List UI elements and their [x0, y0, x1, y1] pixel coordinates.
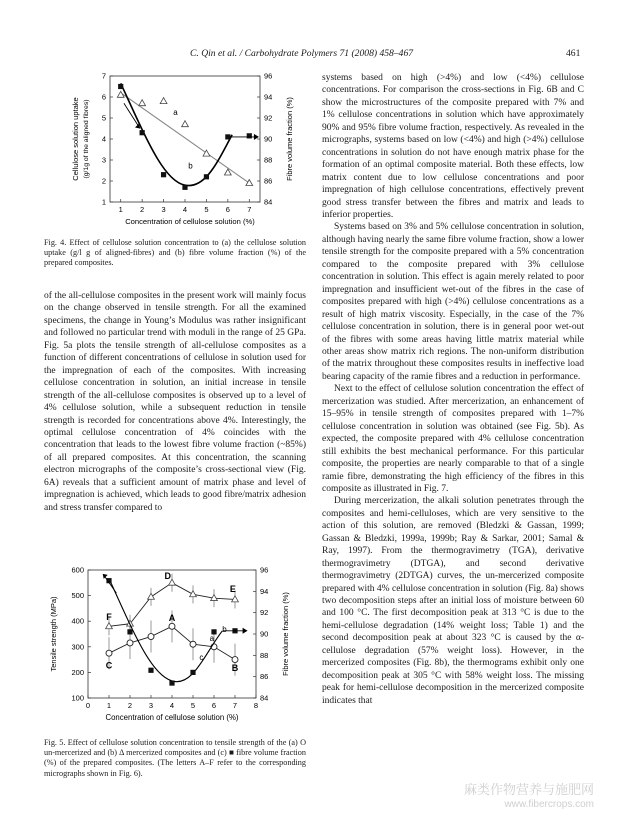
x-tick-label: 4 — [182, 205, 188, 214]
x-tick-label: 1 — [106, 701, 112, 710]
series-a-point — [160, 98, 167, 104]
y2-tick-label: 94 — [264, 92, 273, 102]
x-tick-label: 1 — [118, 205, 123, 214]
series-b-point — [190, 591, 197, 597]
series-b-point — [161, 172, 166, 177]
x-tick-label: 6 — [225, 205, 230, 214]
y-tick-label: 600 — [71, 565, 84, 575]
paragraph: Next to the effect of cellulose solution concentration the effect of mercerization was studied. After mercerization, an enhancement of 15–95% in tensile strength of composites prepared with 1–7% cellulose concentration in solution was obtained (see Fig. 5b). As expected, the composite prepared with 4% cellulose concentration still exhibits the best mechanical performance. For this particular composite, the properties are nearly comparable to that of a single ramie fibre, demonstrating the high efficiency of the fibres in this composite as illustrated in Fig. 7. — [322, 384, 584, 494]
series-b-point — [232, 596, 239, 602]
figure-5-chart — [44, 562, 310, 730]
y-axis-label: Tensile strength (MPa) — [49, 596, 58, 672]
x-tick-label: 7 — [232, 701, 238, 710]
series-b-point — [118, 84, 123, 89]
y-axis-label: Cellulose solution uptake — [71, 97, 80, 181]
series-a-point — [190, 641, 196, 647]
paragraph: Systems based on 3% and 5% cellulose concentration in solution, although having nearly the same fibre volume fraction, show a lower tensile strength for the composite prepared with a 5% concentration compared to the composite prepared with 3% cellulose concentration in solution. This effect is again merely related to poor impregnation and insufficient wet-out of the fibres in the case of composites prepared with high (>4%) cellulose concentrations as a result of high matrix viscosity. Especially, in the case of the 7% cellulose concentration in solution, there is in general poor wet-out of the fibres with some areas having little matrix material while other areas show matrix rich regions. The non-uniform distribution of the matrix throughout these composites results in ineffective load bearing capacity of the ramie fibres and a reduction in performance. — [322, 222, 584, 382]
y-tick-label: 200 — [71, 667, 84, 677]
y-tick-label: 6 — [101, 92, 106, 102]
series-c-point — [190, 670, 195, 675]
y2-tick-label: 86 — [260, 672, 269, 682]
y2-tick-label: 84 — [260, 693, 269, 703]
x-tick-label: 3 — [148, 701, 154, 710]
y2-tick-label: 88 — [264, 155, 273, 165]
y2-tick-label: 84 — [264, 197, 273, 207]
left-column-text — [44, 290, 306, 514]
series-b-point — [140, 130, 145, 135]
series-b-fit-curve — [121, 83, 232, 185]
y-tick-label: 7 — [101, 71, 106, 81]
series-a-point — [169, 623, 175, 629]
y2-tick-label: 86 — [264, 176, 273, 186]
x-tick-label: 5 — [204, 205, 209, 214]
y-tick-label: 4 — [101, 134, 106, 144]
x-tick-label: 5 — [190, 701, 196, 710]
series-c-point — [127, 629, 132, 634]
y-tick-label: 5 — [101, 113, 106, 123]
plot-frame — [110, 76, 260, 202]
y2-tick-label: 92 — [260, 608, 269, 618]
y-tick-label: 100 — [71, 693, 84, 703]
series-b-point — [247, 133, 252, 138]
x-tick-label: 6 — [211, 701, 217, 710]
figure-4-caption: Fig. 4. Effect of cellulose solution concentration to (a) the cellulose solution uptake (g/l g of aligned-fibres) and (b) fibre volume fraction (%) of the prepared composites. — [44, 238, 306, 268]
paragraph: of the all-cellulose composites in the present work will mainly focus on the change observed in tensile strength. For all the examined specimens, the change in Young’s Modulus was rather insignificant and followed no particular trend with moduli in the range of 25 GPa. Fig. 5a plots the tensile strength of all-cellulose composites as a function of different concentrations of cellulose in solution used for the impregnation of each of the composites. With increasing cellulose concentration in solution, an initial increase in tensile strength of the all-cellulose composites is observed up to a level of 4% cellulose solution, while a subsequent reduction in tensile strength is recorded for concentrations above 4%. Interestingly, the optimal cellulose concentration of 4% coincides with the concentration that leads to the lowest fibre volume fraction (~85%) of all prepared composites. At this concentration, the scanning electron micrographs of the composite’s cross-sectional view (Fig. 6A) reveals that a sufficient amount of matrix phase and level of impregnation is achieved, which leads to good fibre/matrix adhesion and stress transfer compared to — [44, 291, 306, 513]
y-tick-label: 400 — [71, 616, 84, 626]
y-tick-label: 3 — [101, 155, 106, 165]
x-tick-label: 2 — [127, 701, 133, 710]
letter-A: A — [168, 613, 176, 624]
series-b-point — [204, 174, 209, 179]
series-c-point — [169, 680, 174, 685]
series-a-point — [148, 634, 154, 640]
series-c-fit-curve — [109, 579, 222, 682]
paragraph: systems based on high (>4%) and low (<4%) cellulose concentrations. For comparison the cross-sections in Fig. 6B and C show the microstructures of the composite prepared with 7% and 1% cellulose concentrations in solution which have approximately 90% and 95% fibre volume fraction, respectively. As revealed in the micrographs, systems based on low (<4%) and high (>4%) cellulose concentrations in solution do not have enough matrix phase for the formation of an optimal composite material. Both these effects, low matrix content due to low cellulose concentrations and poor impregnation of high cellulose concentrations, effectively prevent good stress transfer between the fibres and matrix and leads to inferior properties. — [322, 73, 584, 220]
curve-label-a: a — [173, 107, 178, 117]
series-a-point — [139, 100, 146, 106]
series-c-point — [148, 668, 153, 673]
y-tick-label: 500 — [71, 591, 84, 601]
page-number: 461 — [566, 48, 581, 59]
series-a-point — [127, 640, 133, 646]
y2-tick-label: 96 — [260, 565, 269, 575]
journal-citation: C. Qin et al. / Carbohydrate Polymers 71 (2008) 458–467 — [190, 48, 414, 59]
y2-tick-label: 90 — [264, 134, 273, 144]
series-b-point — [225, 134, 230, 139]
curve-label-a: a — [209, 634, 215, 644]
y-tick-label: 2 — [101, 176, 106, 186]
watermark-url: www.fibercrops.com — [504, 799, 594, 810]
series-a-point — [246, 180, 253, 186]
series-b-point — [182, 185, 187, 190]
x-tick-label: 0 — [85, 701, 91, 710]
x-tick-label: 8 — [253, 701, 259, 710]
curve-label-b: b — [188, 161, 193, 171]
right-column-text — [322, 72, 584, 707]
curve-label-c: c — [199, 653, 204, 663]
y2-tick-label: 94 — [260, 586, 269, 596]
y2-tick-label: 96 — [264, 71, 273, 81]
y-tick-label: 300 — [71, 642, 84, 652]
figure-5-caption: Fig. 5. Effect of cellulose solution concentration to tensile strength of the (a) O un-mercerized and (b) Δ mercerized composites and (c) ■ fibre volume fraction (%) of the prepared composites. (The letters A–F refer to the corresponding micrographs shown in Fig. 6). — [44, 738, 306, 778]
y2-tick-label: 90 — [260, 629, 269, 639]
watermark-cn: 麻类作物营养与施肥网 — [463, 782, 594, 797]
arrow-right-head — [243, 628, 248, 634]
series-a-point — [232, 657, 238, 663]
letter-C: C — [105, 660, 113, 671]
letter-B: B — [231, 663, 239, 674]
x-tick-label: 2 — [140, 205, 145, 214]
x-axis-label: Concentration of cellulose solution (%) — [105, 713, 239, 722]
curve-label-b: b — [222, 624, 227, 634]
paragraph: During mercerization, the alkali solution penetrates through the composites and hemi-celluloses, which are very sensitive to the action of this solution, are removed (Bledzki & Gassan, 1999; Gassan & Bledzki, 1999a, 1999b; Ray & Sarkar, 2001; Samal & Ray, 1997). From the thermogravimetry (TGA), derivative thermogravimetry (DTGA), and second derivative thermogravimetry (2DTGA) curves, the un-mercerized composite prepared with 4% cellulose concentration in solution (Fig. 8a) shows two decomposition steps after an initial loss of moisture between 60 and 100 °C. The first decomposition peak at 313 °C is due to the hemi-cellulose degradation (14% weight loss; Table 1) and the second decomposition peak at about 323 °C is caused by the α-cellulose degradation (57% weight loss). However, in the mercerized composites (Fig. 8b), the thermograms exhibit only one decomposition peak at 305 °C with 58% weight loss. The missing peak for hemi-cellulose decomposition in the mercerized composite indicates that — [322, 496, 584, 706]
x-tick-label: 7 — [247, 205, 252, 214]
figure-4-chart — [60, 70, 310, 230]
y-axis-label-unit: (g/1g of the aligned fibres) — [83, 99, 90, 179]
y-tick-label: 1 — [101, 197, 106, 207]
letter-E: E — [229, 583, 236, 594]
y2-axis-label: Fibre volume fraction (%) — [285, 97, 294, 181]
watermark — [464, 782, 594, 812]
x-axis-label: Concentration of cellulose solution (%) — [125, 217, 255, 226]
y2-tick-label: 92 — [264, 113, 273, 123]
series-a-point — [182, 121, 189, 127]
arrow-left — [104, 575, 117, 593]
letter-F: F — [106, 611, 112, 622]
series-a-point — [106, 650, 112, 656]
series-b-point — [148, 593, 155, 599]
x-tick-label: 3 — [161, 205, 166, 214]
y2-axis-label: Fibre volume fraction (%) — [281, 592, 290, 676]
x-tick-label: 4 — [169, 701, 175, 710]
letter-D: D — [164, 570, 172, 581]
y2-tick-label: 88 — [260, 650, 269, 660]
